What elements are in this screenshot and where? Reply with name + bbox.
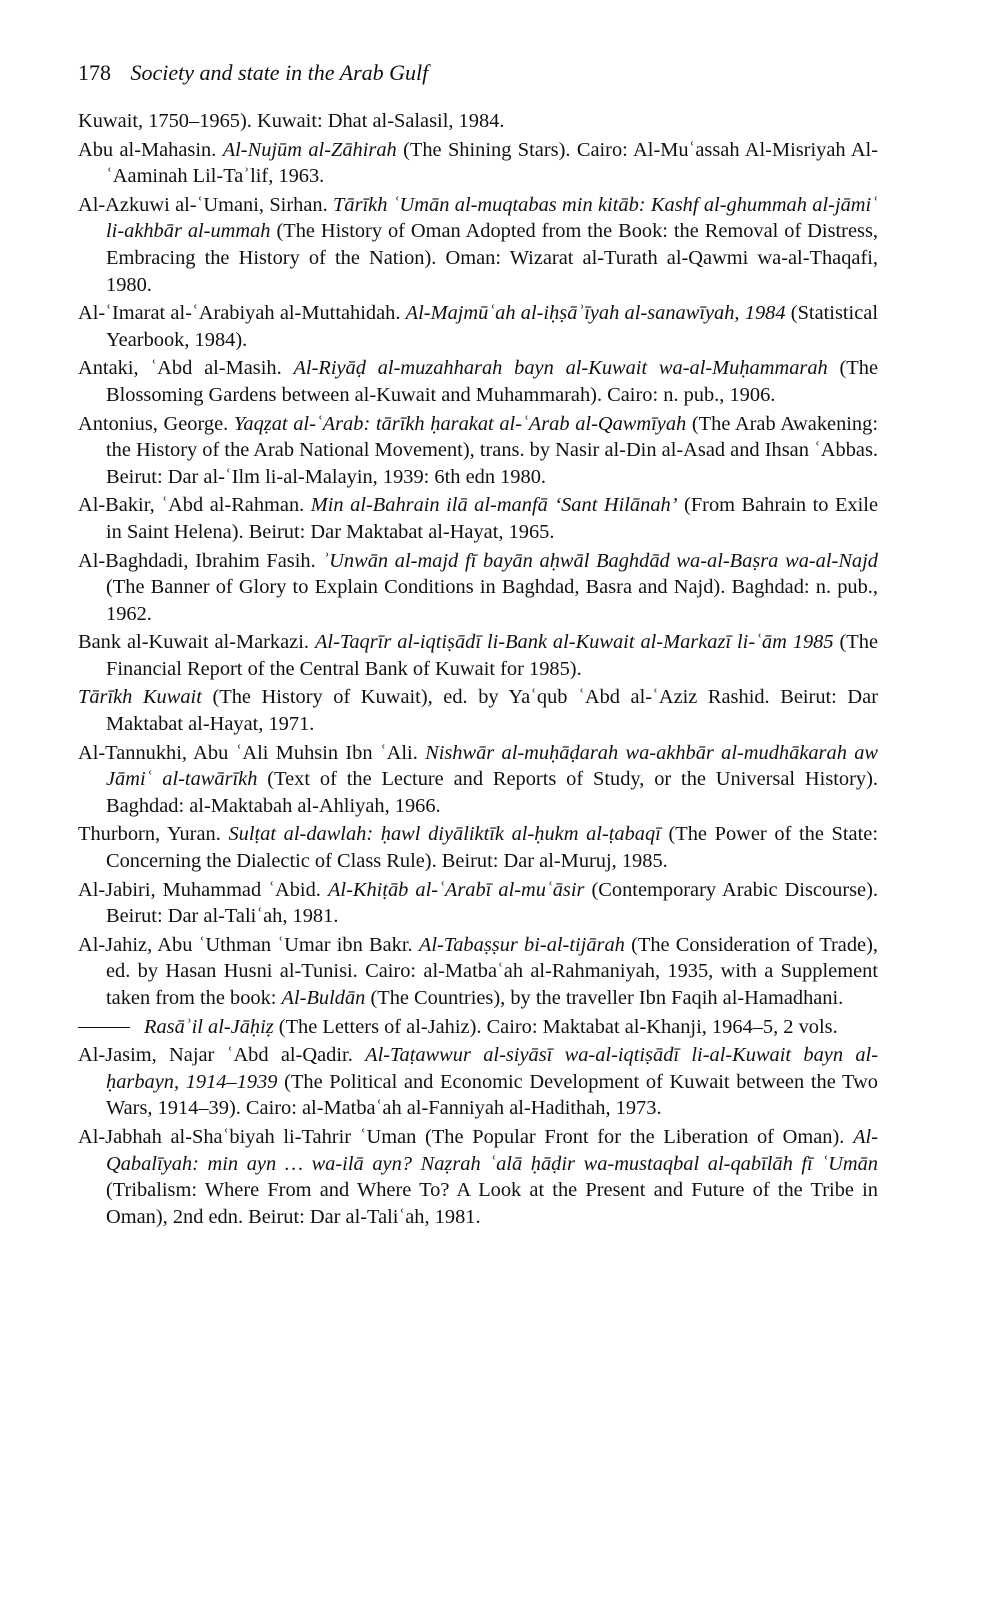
entry-title: Yaqẓat al-ʿArab: tārīkh ḥarakat al-ʿArab al-Qawmīyah [233,412,687,435]
entry-text: Al-Jabiri, Muhammad ʿAbid. [78,878,328,901]
entry-title: Sulṭat al-dawlah: ḥawl diyāliktīk al-ḥukm al-ṭabaqī [228,823,661,846]
bibliography-entry [78,877,878,930]
bibliography-entry [78,108,878,135]
entry-text: (Statistical Yearbook, 1984). [106,302,878,351]
bibliography-entry [78,355,878,408]
entry-text: Al-ʿImarat al-ʿArabiyah al-Muttahidah. [78,302,406,325]
entry-title: Al-Taṭawwur al-siyāsī wa-al-iqtiṣādī li-al-Kuwait bayn al-ḥarbayn, 1914–1939 [106,1044,879,1093]
entry-title: Al-Khiṭāb al-ʿArabī al-muʿāsir [327,878,585,901]
entry-text: (Text of the Lecture and Reports of Study, or the Universal History). Baghdad: al-Maktabah al-Ahliyah, 1966. [106,768,878,817]
entry-title: Al-Tabaṣṣur bi-al-tijārah [418,933,625,956]
bibliography-entry [78,1124,878,1230]
entry-text: Al-Jabhah al-Shaʿbiyah li-Tahrir ʿUman (The Popular Front for the Liberation of Oman). [78,1125,854,1148]
entry-text: Bank al-Kuwait al-Markazi. [78,631,315,654]
entry-text: (From Bahrain to Exile in Saint Helena). Beirut: Dar Maktabat al-Hayat, 1965. [106,494,878,543]
bibliography-entry [78,137,878,190]
entry-text: (Tribalism: Where From and Where To? A Look at the Present and Future of the Tribe in Oman), 2nd edn. Beirut: Dar al-Taliʿah, 1981. [106,1179,878,1228]
bibliography-entry [78,740,878,820]
entry-text: Al-Baghdadi, Ibrahim Fasih. [78,549,323,572]
bibliography-entry [78,492,878,545]
entry-text: (The Political and Economic Development of Kuwait between the Two Wars, 1914–39). Cairo: al-Matbaʿah al-Fanniyah al-Hadithah, 1973. [106,1070,878,1120]
entry-text: (The Countries), by the traveller Ibn Faqih al-Hamadhani. [365,987,844,1009]
entry-title: Tārīkh Kuwait [78,686,202,709]
entry-title: Min al-Bahrain ilā al-manfā ‘Sant Hilānah’ [310,494,678,517]
bibliography-list [78,108,878,1230]
bibliography-entry [78,192,878,298]
entry-title: Al-Buldān [281,987,366,1009]
entry-text: Al-Jasim, Najar ʿAbd al-Qadir. [78,1044,366,1067]
bibliography-entry [78,1042,878,1122]
bibliography-entry [78,411,878,491]
entry-title: Rasāʾil al-Jāḥiẓ [144,1015,274,1038]
entry-text: (The Financial Report of the Central Bank of Kuwait for 1985). [106,631,879,680]
ditto-dash [78,1027,130,1028]
entry-text: (The Blossoming Gardens between al-Kuwait and Muhammarah). Cairo: n. pub., 1906. [106,357,879,406]
entry-text: (The History of Oman Adopted from the Book: the Removal of Distress, Embracing the History of the Nation). Oman: Wizarat al-Turath al-Qawmi wa-al-Thaqafi, 1980. [106,220,878,296]
bibliography-entry [78,300,878,353]
entry-text: Antonius, George. [78,412,234,435]
entry-text: Abu al-Mahasin. [78,138,223,161]
entry-title: Nishwār al-muḥāḍarah wa-akhbār al-mudhākarah aw Jāmiʿ al-tawārīkh [106,741,878,791]
entry-text: Al-Bakir, ʿAbd al-Rahman. [78,494,311,517]
bibliography-entry [78,821,878,874]
entry-title: Al-Majmūʿah al-iḥṣāʾīyah al-sanawīyah, 1984 [405,302,786,325]
bibliography-entry [78,629,878,682]
entry-text: Al-Tannukhi, Abu ʿAli Muhsin Ibn ʿAli. [78,741,426,764]
entry-text: Al-Azkuwi al-ʿUmani, Sirhan. [78,193,334,216]
running-header [78,58,878,88]
entry-text: (The Banner of Glory to Explain Conditions in Baghdad, Basra and Najd). Baghdad: n. pub., 1962. [106,576,878,625]
entry-text: (Contemporary Arabic Discourse). Beirut: Dar al-Taliʿah, 1981. [106,878,878,928]
entry-title: Al-Qabalīyah: min ayn … wa-ilā ayn? Naẓrah ʿalā ḥāḍir wa-mustaqbal al-qabīlāh fī ʿUmān [106,1125,878,1175]
running-title: Society and state in the Arab Gulf [130,60,429,85]
bibliography-entry [78,1014,878,1041]
entry-text: (The Arab Awakening: the History of the Arab National Movement), trans. by Nasir al-Din al-Asad and Ihsan ʿAbbas. Beirut: Dar al-ʿIlm li-al-Malayin, 1939: 6th edn 1980. [106,412,878,488]
entry-text: (The Consideration of Trade), ed. by Hasan Husni al-Tunisi. Cairo: al-Matbaʿah al-Rahmaniyah, 1935, with a Supplement taken from the book: [106,933,878,1009]
entry-text: (The Shining Stars). Cairo: Al-Muʿassah Al-Misriyah Al-ʿAaminah Lil-Taʾlif, 1963. [106,138,878,188]
entry-title: Al-Taqrīr al-iqtiṣādī li-Bank al-Kuwait al-Markazī li-ʿām 1985 [314,631,834,654]
entry-title: Tārīkh ʿUmān al-muqtabas min kitāb: Kashf al-ghummah al-jāmiʿ li-akhbār al-ummah [106,193,878,243]
bibliography-entry [78,548,878,628]
entry-text: (The History of Kuwait), ed. by Yaʿqub ʿAbd al-ʿAziz Rashid. Beirut: Dar Maktabat al-Hayat, 1971. [106,686,878,736]
entry-text: (The Power of the State: Concerning the Dialectic of Class Rule). Beirut: Dar al-Muruj, 1985. [106,823,878,873]
bibliography-entry [78,932,878,1012]
entry-title: Al-Riyāḍ al-muzahharah bayn al-Kuwait wa-al-Muḥammarah [293,357,828,380]
entry-text: Thurborn, Yuran. [78,823,229,846]
page-number: 178 [78,60,111,85]
entry-title: ʾUnwān al-majd fī bayān aḥwāl Baghdād wa-al-Baṣra wa-al-Najd [322,549,878,572]
bibliography-entry [78,684,878,737]
entry-text: Antaki, ʿAbd al-Masih. [78,357,294,380]
entry-text: Kuwait, 1750–1965). Kuwait: Dhat al-Salasil, 1984. [78,110,505,132]
book-page [78,58,878,1232]
entry-text: (The Letters of al-Jahiz). Cairo: Maktabat al-Khanji, 1964–5, 2 vols. [273,1015,838,1038]
entry-text: Al-Jahiz, Abu ʿUthman ʿUmar ibn Bakr. [78,933,419,956]
entry-title: Al-Nujūm al-Zāhirah [222,138,397,161]
